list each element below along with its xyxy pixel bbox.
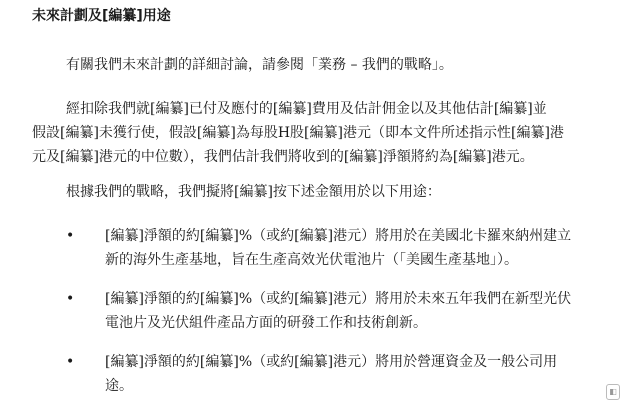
watermark-mark-icon: ◧ [606, 384, 620, 400]
paragraph-reference [66, 53, 616, 77]
bullet-item-rnd [105, 287, 615, 335]
paragraph-line: 經扣除我們就[編纂]已付及應付的[編纂]費用及估計佣金以及其他估計[編纂]並 [66, 101, 547, 117]
bullet-line: 途。 [105, 378, 133, 394]
bullet-line: 新的海外生產基地，旨在生產高效光伏電池片（「美國生產基地」）。 [105, 252, 518, 268]
paragraph-line: 元及[編纂]港元的中位數），我們估計我們將收到的[編纂]淨額將約為[編纂]港元。 [32, 149, 534, 165]
bullet-marker: • [66, 228, 75, 244]
paragraph-intended-uses [66, 180, 616, 204]
bullet-line: [編纂]淨額的約[編纂]%（或約[編纂]港元）將用於在美國北卡羅來納州建立 [105, 228, 572, 244]
watermark-logo-icon [598, 382, 628, 402]
bullet-marker: • [66, 354, 75, 370]
bullet-item-working-capital [105, 350, 615, 398]
paragraph-proceeds-estimate [32, 97, 612, 169]
section-heading: 未來計劃及[編纂]用途 [32, 8, 171, 24]
bullet-line: 電池片及光伏組件產品方面的研發工作和技術創新。 [105, 315, 427, 331]
bullet-line: [編纂]淨額的約[編纂]%（或約[編纂]港元）將用於未來五年我們在新型光伏 [105, 291, 572, 307]
paragraph-line: 有關我們未來計劃的詳細討論，請參閱「業務 – 我們的戰略」。 [66, 57, 453, 73]
bullet-line: [編纂]淨額的約[編纂]%（或約[編纂]港元）將用於營運資金及一般公司用 [105, 354, 558, 370]
paragraph-line: 根據我們的戰略，我們擬將[編纂]按下述金額用於以下用途： [66, 184, 441, 200]
paragraph-line: 假設[編纂]未獲行使，假設[編纂]為每股H股[編纂]港元（即本文件所述指示性[編纂]港 [32, 125, 564, 141]
bullet-item-us-production-base [105, 224, 615, 272]
bullet-marker: • [66, 291, 75, 307]
